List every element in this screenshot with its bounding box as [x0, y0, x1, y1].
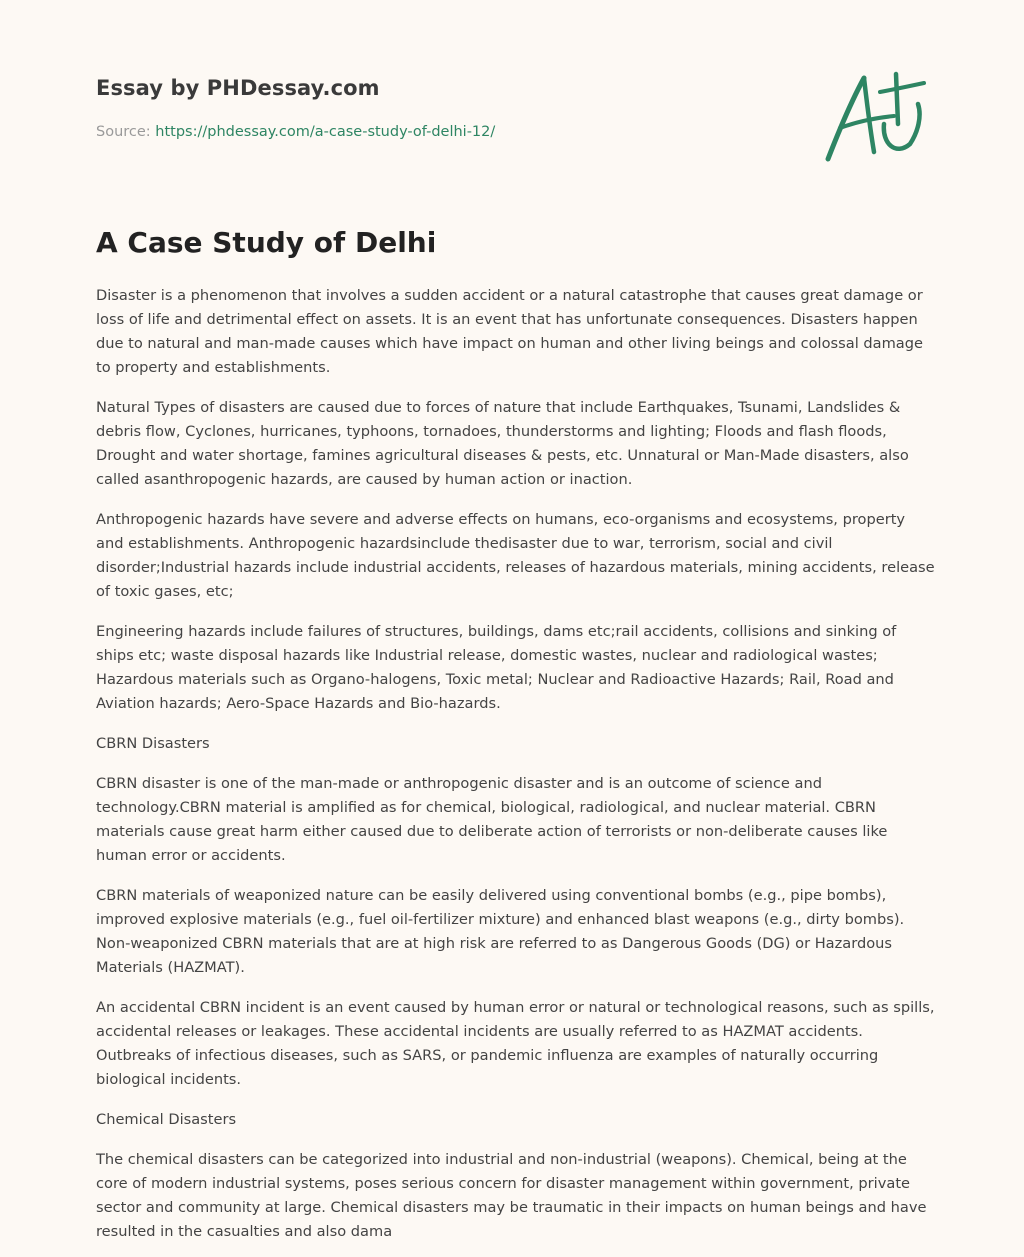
- source-label: Source:: [96, 124, 156, 140]
- source-link[interactable]: https://phdessay.com/a-case-study-of-delhi-12/: [155, 124, 496, 140]
- paragraph: CBRN disaster is one of the man-made or anthropogenic disaster and is an outcome of science and technology.CBRN material is amplified as for chemical, biological, radiological, and nuclear material. CBRN materials cause great harm either caused due to deliberate action of terrorists or non-deliberate causes like human error or accidents.: [96, 775, 888, 864]
- brand-title: Essay by PHDessay.com: [96, 76, 380, 100]
- paragraph: Natural Types of disasters are caused due to forces of nature that include Earthquakes, Tsunami, Landslides & debris flow, Cyclones, hurricanes, typhoons, tornadoes, thunderstorms and lighting; Floods and flash floods, Drought and water shortage, famines agricultural diseases & pests, etc. Unnatural or Man-Made disasters, also called asanthropogenic hazards, are caused by human action or inaction.: [96, 399, 909, 488]
- paragraph: An accidental CBRN incident is an event caused by human error or natural or technological reasons, such as spills, accidental releases or leakages. These accidental incidents are usually referred to as HAZMAT accidents. Outbreaks of infectious diseases, such as SARS, or pandemic influenza are examples of naturally occurring biological incidents.: [96, 999, 935, 1088]
- article-title: A Case Study of Delhi: [96, 226, 437, 259]
- paragraph: Anthropogenic hazards have severe and adverse effects on humans, eco-organisms and ecosystems, property and establishments. Anthropogenic hazardsinclude thedisaster due to war, terrorism, social and civil disorder;Industrial hazards include industrial accidents, releases of hazardous materials, mining accidents, release of toxic gases, etc;: [96, 511, 935, 600]
- source-line: [96, 124, 495, 140]
- a-plus-logo-icon: [818, 66, 928, 166]
- section-heading: CBRN Disasters: [96, 735, 210, 752]
- article-body: [96, 284, 936, 1257]
- paragraph: The chemical disasters can be categorized into industrial and non-industrial (weapons). Chemical, being at the core of modern industrial systems, poses serious concern for disaster management within government, private sector and community at large. Chemical disasters may be traumatic in their impacts on human beings and have resulted in the casualties and also dama: [96, 1151, 927, 1240]
- paragraph: CBRN materials of weaponized nature can be easily delivered using conventional bombs (e.g., pipe bombs), improved explosive materials (e.g., fuel oil-fertilizer mixture) and enhanced blast weapons (e.g., dirty bombs). Non-weaponized CBRN materials that are at high risk are referred to as Dangerous Goods (DG) or Hazardous Materials (HAZMAT).: [96, 887, 905, 976]
- section-heading: Chemical Disasters: [96, 1111, 237, 1128]
- paragraph: Engineering hazards include failures of structures, buildings, dams etc;rail accidents, collisions and sinking of ships etc; waste disposal hazards like Industrial release, domestic wastes, nuclear and radiological wastes; Hazardous materials such as Organo-halogens, Toxic metal; Nuclear and Radioactive Hazards; Rail, Road and Aviation hazards; Aero-Space Hazards and Bio-hazards.: [96, 623, 897, 712]
- paragraph: Disaster is a phenomenon that involves a sudden accident or a natural catastrophe that causes great damage or loss of life and detrimental effect on assets. It is an event that has unfortunate consequences. Disasters happen due to natural and man-made causes which have impact on human and other living beings and colossal damage to property and establishments.: [96, 287, 923, 376]
